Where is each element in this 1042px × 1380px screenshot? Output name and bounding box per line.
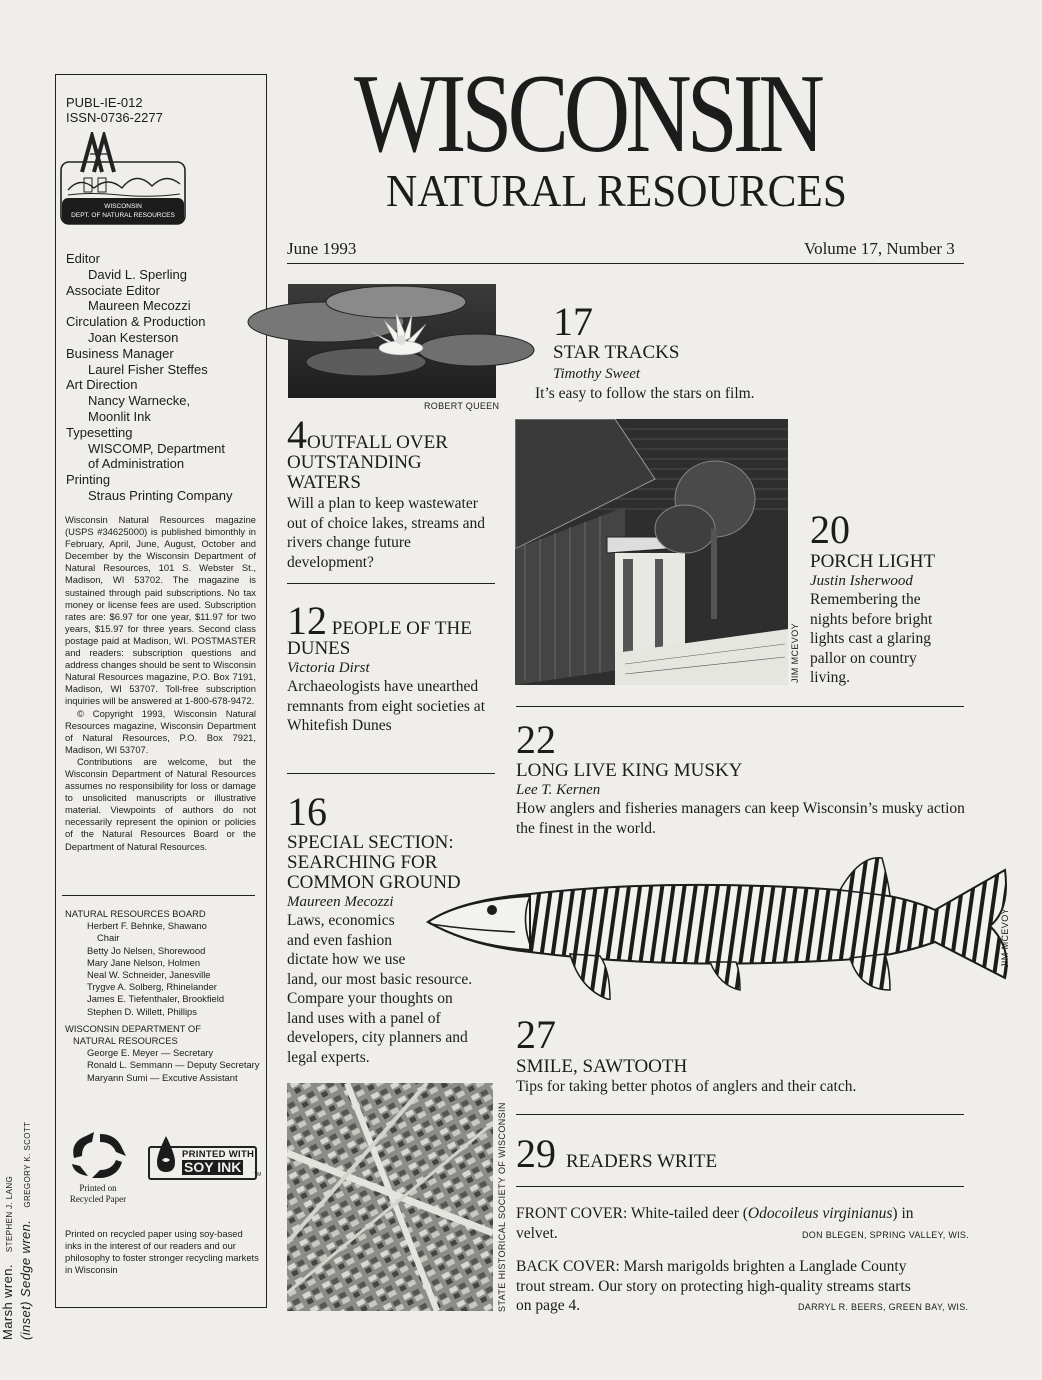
dek-line: nights before bright: [810, 610, 933, 628]
fine-print-copyright: © Copyright 1993, Wisconsin Natural Resources magazine, Wisconsin Department of Natural Resources, P.O. Box 7921, Madison, WI 53707.: [65, 707, 256, 755]
masthead-rule: [287, 263, 964, 264]
board-member: James E. Tiefenthaler, Brookfield: [87, 993, 225, 1005]
board-member: Stephen D. Willett, Phillips: [87, 1005, 197, 1017]
dek-line: pallor on country: [810, 649, 917, 667]
dek-line: Compare your thoughts on: [287, 990, 453, 1007]
dek-line: developers, city planners and: [287, 1029, 468, 1046]
staff-printing: [66, 472, 261, 504]
back-cover-credit: DARRYL R. BEERS, GREEN BAY, WIS.: [798, 1302, 969, 1312]
water-lily-photo: [246, 284, 536, 400]
margin-caption-text: (inset) Sedge wren.: [18, 1219, 33, 1340]
dek-line: lights cast a glaring: [810, 630, 931, 647]
article-20[interactable]: [810, 552, 970, 688]
divider: [287, 773, 495, 774]
staff-editor: [66, 251, 261, 283]
aerial-photo-credit: STATE HISTORICAL SOCIETY OF WISCONSIN: [497, 1102, 507, 1312]
staff-name: WISCOMP, Department: [88, 440, 226, 456]
staff-name: Joan Kesterson: [88, 329, 179, 345]
staff-name: Maureen Mecozzi: [88, 298, 191, 314]
margin-caption-2: [18, 1122, 33, 1340]
staff-role: Editor: [66, 251, 100, 266]
staff-art-direction: [66, 377, 261, 424]
musky-illustration-credit: JIM MCEVOY: [1000, 907, 1010, 968]
article-4-dek: Will a plan to keep wastewater out of choice lakes, streams and rivers change future development?: [287, 495, 485, 571]
dek-line: dictate how we use: [287, 951, 406, 968]
board-member: Betty Jo Nelsen, Shorewood: [87, 944, 206, 956]
staff-typesetting: [66, 425, 261, 472]
article-27-page: 27: [516, 1012, 556, 1057]
board-member: Herbert F. Behnke, Shawano: [87, 920, 207, 932]
soy-trademark: TM: [254, 1172, 262, 1178]
divider: [516, 1114, 964, 1115]
aerial-city-photo: [287, 1083, 493, 1311]
recycled-label: [60, 1183, 136, 1205]
staff-name: Straus Printing Company: [88, 487, 233, 503]
article-16-title-line: COMMON GROUND: [287, 872, 461, 893]
article-17-author: Timothy Sweet: [553, 366, 641, 382]
article-16-author: Maureen Mecozzi: [287, 894, 394, 910]
porch-illustration: [515, 419, 788, 685]
article-12-dek: Archaeologists have unearthed remnants from eight societies at Whitefish Dunes: [287, 678, 485, 734]
recycled-label-line: Printed on: [79, 1183, 117, 1193]
fine-print-subscription: Wisconsin Natural Resources magazine (USPS #34625000) is published bimonthly in February, April, June, August, October and December by the Wisconsin Department of Natural Resources, 101 S. Webster St., Madison, WI 53702. The magazine is sustained through paid subscriptions. No tax money or license fees are used. Subscription rates are: $6.97 for one year, $11.97 for two years, $15.97 for three years. Second class postage paid at Madison, WI. POSTMASTER and readers: subscription questions and address changes should be sent to Wisconsin Natural Resources magazine, P.O. Box 7191, Madison, WI 53707. Toll-free subscription inquiries will be answered at 1-800-678-9472.: [65, 514, 256, 707]
margin-caption-1: [0, 1176, 15, 1340]
staff-role: Business Manager: [66, 345, 174, 361]
article-4-title-line: OUTSTANDING: [287, 452, 422, 473]
front-cover-text: ) in: [892, 1205, 914, 1222]
dek-line: Laws, economics: [287, 912, 395, 929]
front-cover-label: FRONT COVER:: [516, 1205, 628, 1222]
board-list: [65, 908, 260, 1084]
front-cover-text: velvet.: [516, 1224, 558, 1242]
publ-code: PUBL-IE-012: [66, 95, 143, 110]
dept-heading: NATURAL RESOURCES: [73, 1035, 178, 1047]
article-12-title-line: DUNES: [287, 638, 351, 659]
staff-role: Typesetting: [66, 424, 133, 440]
board-member: Chair: [97, 932, 120, 944]
staff-list: [66, 251, 261, 504]
article-4-title-line: OUTFALL OVER: [307, 432, 448, 453]
article-4-title-line: WATERS: [287, 472, 361, 493]
article-16-title-line: SEARCHING FOR: [287, 852, 438, 873]
dept-member: George E. Meyer — Secretary: [87, 1047, 214, 1059]
dept-heading: WISCONSIN DEPARTMENT OF: [65, 1022, 201, 1034]
article-12-page: 12: [287, 598, 327, 643]
article-20-page: 20: [810, 507, 850, 552]
logo-line-2: DEPT. OF NATURAL RESOURCES: [71, 212, 175, 219]
front-cover-credit: DON BLEGEN, SPRING VALLEY, WIS.: [802, 1230, 970, 1240]
staff-name: Laurel Fisher Steffes: [88, 361, 208, 377]
article-29-page: 29: [516, 1131, 556, 1176]
staff-role: Art Direction: [66, 377, 138, 393]
back-cover-label: BACK COVER:: [516, 1258, 620, 1275]
magazine-title: WISCONSIN: [354, 52, 820, 176]
board-member: Neal W. Schneider, Janesville: [87, 969, 211, 981]
board-heading: NATURAL RESOURCES BOARD: [65, 908, 206, 919]
soy-line-1: PRINTED WITH: [182, 1149, 255, 1160]
article-27[interactable]: [516, 1057, 966, 1097]
board-member: Mary Jane Nelson, Holmen: [87, 956, 201, 968]
back-cover-text: Marsh marigolds brighten a Langlade County: [623, 1258, 907, 1275]
staff-name: of Administration: [88, 456, 185, 472]
recycled-note: Printed on recycled paper using soy-based inks in the interest of our readers and our philosophy to foster stronger recycling markets in Wisconsin: [65, 1228, 259, 1276]
dept-member: Maryann Sumi — Excutive Assistant: [87, 1071, 238, 1083]
dnr-logo: [60, 132, 187, 226]
dept-member: Ronald L. Semmann — Deputy Secretary: [87, 1059, 260, 1071]
back-cover-text: trout stream. Our story on protecting high-quality streams starts: [516, 1277, 911, 1295]
issue-date: June 1993: [287, 239, 357, 258]
issn: ISSN-0736-2277: [66, 110, 163, 125]
article-27-title: SMILE, SAWTOOTH: [516, 1056, 688, 1077]
sidebar-divider: [62, 895, 255, 896]
article-16-page: 16: [287, 789, 327, 834]
fine-print-contributions: Contributions are welcome, but the Wisconsin Department of Natural Resources assumes no responsibility for loss or damage to unsolicited manuscripts or illustrative material. Viewpoints of authors do not necessarily represent the opinion or policies of the Natural Resources Board or the Department of Natural Resources.: [65, 755, 256, 852]
dek-line: land uses with a panel of: [287, 1009, 441, 1027]
front-cover-species: Odocoileus virginianus: [747, 1205, 893, 1222]
lily-photo-credit: ROBERT QUEEN: [424, 401, 500, 411]
divider: [516, 706, 964, 707]
soy-drop-icon: [153, 1134, 179, 1176]
soy-ink-logo: [148, 1146, 262, 1180]
magazine-subtitle: NATURAL RESOURCES: [386, 165, 847, 216]
margin-caption-credit: GREGORY K. SCOTT: [23, 1121, 32, 1208]
article-12-title-line: PEOPLE OF THE: [331, 618, 472, 639]
dek-line: land, our most basic resource.: [287, 970, 473, 988]
margin-caption-credit: STEPHEN J. LANG: [5, 1175, 14, 1253]
staff-business: [66, 346, 261, 378]
publication-number: [66, 95, 163, 125]
staff-role: Associate Editor: [66, 282, 160, 298]
article-22[interactable]: [516, 761, 966, 838]
recycled-label-line: Recycled Paper: [69, 1194, 127, 1204]
publication-fine-print: [65, 514, 256, 853]
article-22-title: LONG LIVE KING MUSKY: [516, 760, 743, 781]
musky-fish-illustration: [420, 850, 1020, 1000]
article-12[interactable]: [287, 598, 497, 736]
staff-role: Circulation & Production: [66, 314, 206, 330]
dek-line: and even fashion: [287, 931, 393, 949]
recycle-icon: [64, 1128, 132, 1182]
dek-line: living.: [810, 669, 851, 686]
article-17-dek: It’s easy to follow the stars on film.: [535, 385, 755, 402]
article-4[interactable]: [287, 412, 497, 572]
dek-line: Remembering the: [810, 591, 921, 608]
logo-line-1: WISCONSIN: [104, 203, 142, 210]
issue-volume: Volume 17, Number 3: [804, 239, 955, 258]
article-16-title-line: SPECIAL SECTION:: [287, 832, 454, 853]
article-22-author: Lee T. Kernen: [516, 782, 601, 798]
article-12-title: [287, 598, 497, 659]
article-17-page: 17: [553, 299, 593, 344]
porch-illustration-credit: JIM MCEVOY: [790, 622, 800, 683]
front-cover-text: White-tailed deer (: [630, 1205, 748, 1222]
staff-associate-editor: [66, 283, 261, 315]
staff-name: Moonlit Ink: [88, 408, 151, 424]
back-cover-text: on page 4.: [516, 1297, 581, 1314]
divider: [516, 1186, 964, 1187]
article-12-author: Victoria Dirst: [287, 660, 370, 676]
dek-line: legal experts.: [287, 1048, 370, 1066]
article-20-title: PORCH LIGHT: [810, 551, 936, 572]
article-22-page: 22: [516, 717, 556, 762]
staff-role: Printing: [66, 472, 111, 488]
article-4-page: 4: [287, 412, 307, 457]
article-4-title: [287, 412, 497, 493]
article-22-dek: How anglers and fisheries managers can keep Wisconsin’s musky action the finest in the world.: [516, 800, 965, 837]
soy-line-2: SOY INK: [184, 1159, 242, 1175]
board-member: Trygve A. Solberg, Rhinelander: [87, 981, 217, 993]
staff-name: David L. Sperling: [88, 266, 187, 282]
staff-name: Nancy Warnecke,: [88, 393, 191, 409]
article-17-title[interactable]: STAR TRACKS: [553, 342, 680, 363]
margin-caption-text: Marsh wren.: [0, 1264, 15, 1340]
article-20-author: Justin Isherwood: [810, 573, 913, 589]
article-29[interactable]: [516, 1131, 718, 1176]
article-20-dek: [810, 590, 970, 688]
article-27-dek: Tips for taking better photos of anglers and their catch.: [516, 1078, 857, 1095]
divider: [287, 583, 495, 584]
staff-circulation: [66, 314, 261, 346]
article-29-title: READERS WRITE: [566, 1151, 718, 1172]
